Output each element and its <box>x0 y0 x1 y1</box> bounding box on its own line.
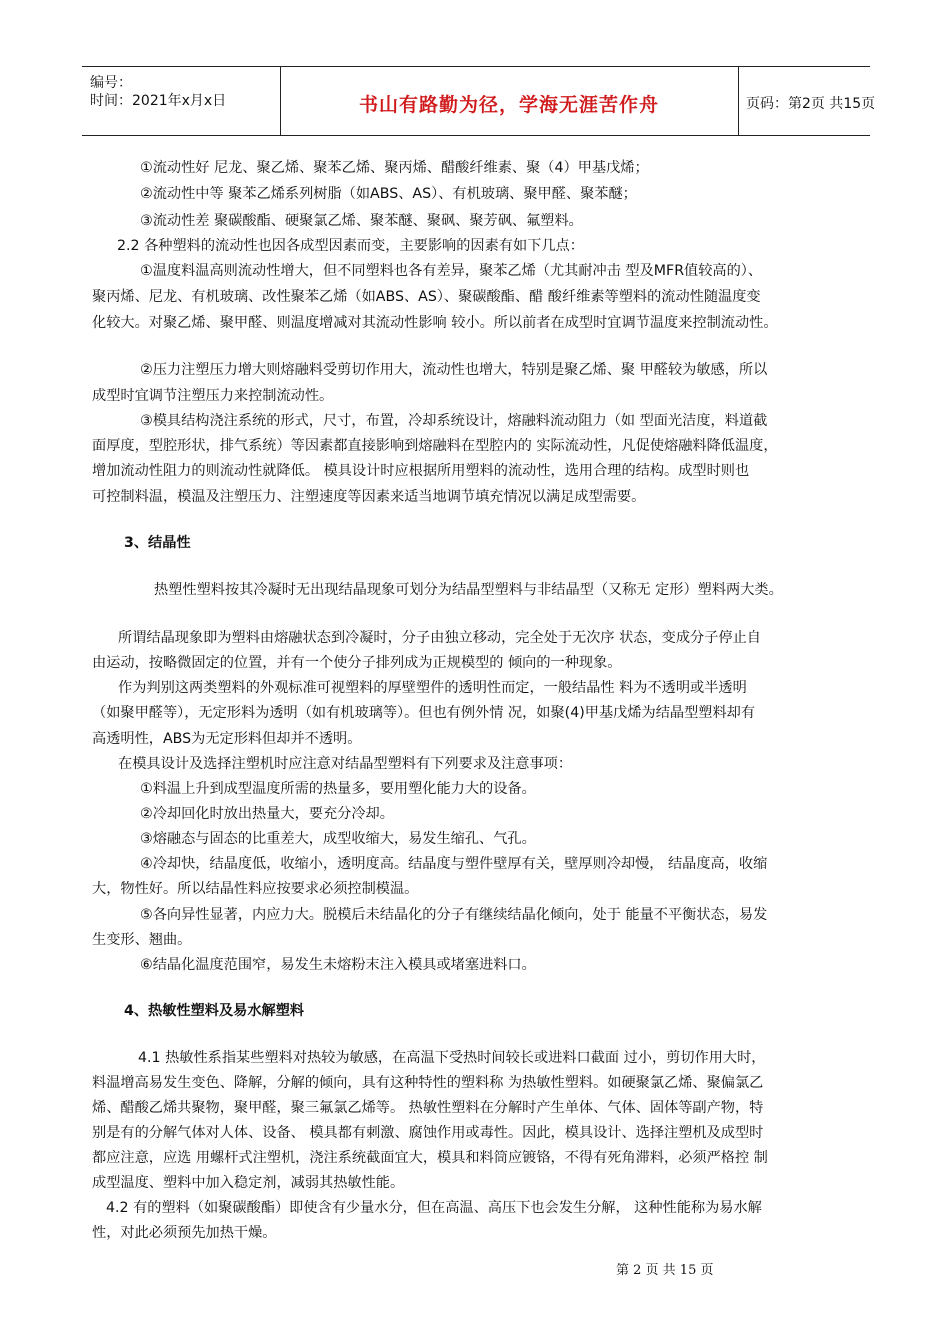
paragraph-line: ①流动性好 尼龙、聚乙烯、聚苯乙烯、聚丙烯、醋酸纤维素、聚（4）甲基戊烯； <box>140 160 649 176</box>
page-footer: 第 2 页 共 15 页 <box>616 1263 714 1278</box>
paragraph-line: 可控制料温，模温及注塑压力、注塑速度等因素来适当地调节填充情况以满足成型需要。 <box>92 489 646 505</box>
section-heading: 3、结晶性 <box>124 535 191 551</box>
paragraph-line: ②压力注塑压力增大则熔融料受剪切作用大，流动性也增大，特别是聚乙烯、聚 甲醛较为敏感，所以 <box>140 362 768 378</box>
paragraph-line: ①料温上升到成型温度所需的热量多，要用塑化能力大的设备。 <box>140 781 536 797</box>
paragraph-line: （如聚甲醛等），无定形料为透明（如有机玻璃等）。但也有例外情 况，如聚(4)甲基戊烯为结晶型塑料却有 <box>92 705 756 721</box>
paragraph-line: 料温增高易发生变色、降解，分解的倾向，具有这种特性的塑料称 为热敏性塑料。如硬聚氯乙烯、聚偏氯乙 <box>92 1075 764 1091</box>
paragraph-line: ⑤各向异性显著，内应力大。脱模后未结晶化的分子有继续结晶化倾向，处于 能量不平衡状态，易发 <box>140 907 768 923</box>
paragraph-line: 4.1 热敏性系指某些塑料对热较为敏感，在高温下受热时间较长或进料口截面 过小，剪切作用大时， <box>138 1050 766 1066</box>
paragraph-line: 增加流动性阻力的则流动性就降低。 模具设计时应根据所用塑料的流动性，选用合理的结构。成型时则也 <box>92 463 750 479</box>
section-heading: 4、热敏性塑料及易水解塑料 <box>124 1003 305 1019</box>
page-number-label: 页码：第2页 共15页 <box>746 96 876 112</box>
paragraph-line: 高透明性，ABS为无定形料但却并不透明。 <box>92 731 362 747</box>
page-header <box>82 66 876 136</box>
paragraph-line: 4.2 有的塑料（如聚碳酸酯）即使含有少量水分，但在高温、高压下也会发生分解， 这种性能称为易水解 <box>106 1200 762 1216</box>
paragraph-line: 面厚度，型腔形状，排气系统）等因素都直接影响到熔融料在型腔内的 实际流动性，凡促使熔融料降低温度， <box>92 438 778 454</box>
document-number-label: 编号： <box>90 75 132 91</box>
paragraph-line: 聚丙烯、尼龙、有机玻璃、改性聚苯乙烯（如ABS、AS）、聚碳酸酯、醋 酸纤维素等塑料的流动性随温度变 <box>92 289 761 305</box>
paragraph-line: 所谓结晶现象即为塑料由熔融状态到冷凝时，分子由独立移动，完全处于无次序 状态，变成分子停止自 <box>118 630 761 646</box>
paragraph-line: 由运动，按略微固定的位置，并有一个使分子排列成为正规模型的 倾向的一种现象。 <box>92 655 622 671</box>
paragraph-line: 生变形、翘曲。 <box>92 932 192 948</box>
paragraph-line: ②流动性中等 聚苯乙烯系列树脂（如ABS、AS）、有机玻璃、聚甲醛、聚苯醚； <box>140 186 637 202</box>
motto-text: 书山有路勤为径，学海无涯苦作舟 <box>358 94 659 116</box>
paragraph-line: ③流动性差 聚碳酸酯、硬聚氯乙烯、聚苯醚、聚砜、聚芳砜、氟塑料。 <box>140 213 583 229</box>
paragraph-line: ⑥结晶化温度范围窄，易发生未熔粉末注入模具或堵塞进料口。 <box>140 957 536 973</box>
paragraph-line: ④冷却快，结晶度低，收缩小，透明度高。结晶度与塑件壁厚有关，壁厚则冷却慢， 结晶度高，收缩 <box>140 856 768 872</box>
paragraph-line: 2.2 各种塑料的流动性也因各成型因素而变，主要影响的因素有如下几点： <box>117 238 584 254</box>
paragraph-line: ②冷却回化时放出热量大，要充分冷却。 <box>140 806 394 822</box>
paragraph-line: 作为判别这两类塑料的外观标准可视塑料的厚壁塑件的透明性而定，一般结晶性 料为不透明或半透明 <box>118 680 747 696</box>
header-meta-cell <box>82 67 281 135</box>
paragraph-line: 大，物性好。所以结晶性料应按要求必须控制模温。 <box>92 881 419 897</box>
paragraph-line: 别是有的分解气体对人体、设备、 模具都有刺激、腐蚀作用或毒性。因此，模具设计、选择注塑机及成型时 <box>92 1125 764 1141</box>
paragraph-line: 热塑性塑料按其冷凝时无出现结晶现象可划分为结晶型塑料与非结晶型（又称无 定形）塑料两大类。 <box>154 582 783 598</box>
paragraph-line: 性，对此必须预先加热干燥。 <box>92 1225 277 1241</box>
paragraph-line: ③熔融态与固态的比重差大，成型收缩大，易发生缩孔、气孔。 <box>140 831 536 847</box>
paragraph-line: ①温度料温高则流动性增大，但不同塑料也各有差异，聚苯乙烯（尤其耐冲击 型及MFR值较高的）、 <box>140 263 763 279</box>
paragraph-line: 成型温度、塑料中加入稳定剂，减弱其热敏性能。 <box>92 1175 405 1191</box>
document-time-label: 时间：2021年x月x日 <box>90 93 227 109</box>
paragraph-line: 都应注意，应选 用螺杆式注塑机，浇注系统截面宜大，模具和料筒应镀铬，不得有死角滞料，必须严格控 制 <box>92 1150 768 1166</box>
paragraph-line: 化较大。对聚乙烯、聚甲醛、则温度增减对其流动性影响 较小。所以前者在成型时宜调节温度来控制流动性。 <box>92 315 778 331</box>
header-motto-cell <box>280 67 739 135</box>
paragraph-line: 烯、醋酸乙烯共聚物，聚甲醛，聚三氟氯乙烯等。 热敏性塑料在分解时产生单体、气体、固体等副产物，特 <box>92 1100 764 1116</box>
header-page-cell <box>738 67 876 135</box>
paragraph-line: 在模具设计及选择注塑机时应注意对结晶型塑料有下列要求及注意事项： <box>118 756 573 772</box>
paragraph-line: ③模具结构浇注系统的形式，尺寸，布置，冷却系统设计，熔融料流动阻力（如 型面光洁度，料道截 <box>140 413 768 429</box>
paragraph-line: 成型时宜调节注塑压力来控制流动性。 <box>92 388 334 404</box>
